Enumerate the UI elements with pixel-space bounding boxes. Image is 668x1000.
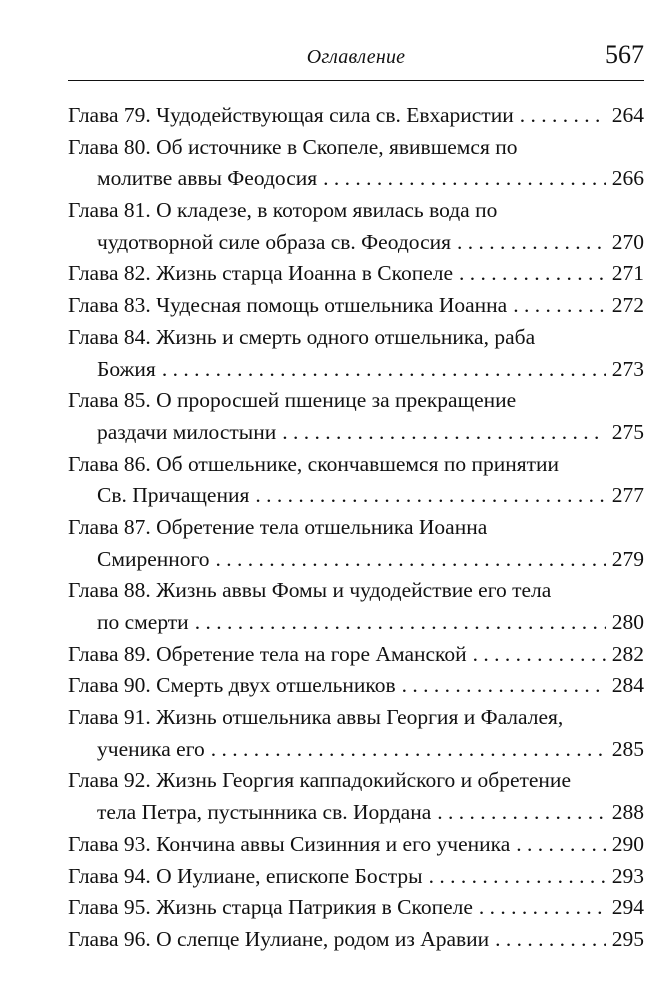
- toc-line: [68, 829, 644, 861]
- dot-leader: [429, 861, 606, 893]
- toc-page-number: 275: [611, 419, 644, 444]
- table-of-contents: [68, 100, 644, 956]
- dot-leader: [513, 290, 606, 322]
- toc-page-number: 273: [611, 356, 644, 381]
- dot-leader: [195, 607, 606, 639]
- toc-line: [68, 670, 644, 702]
- toc-entry-title: чудотворной силе образа св. Феодосия: [97, 229, 452, 254]
- toc-line: [68, 417, 644, 449]
- toc-entry: [68, 195, 644, 258]
- toc-entry-title: по смерти: [97, 610, 189, 634]
- toc-entry-title: Смиренного: [97, 546, 210, 571]
- toc-line: [68, 702, 644, 734]
- toc-page-number: 294: [611, 895, 644, 920]
- dot-leader: [516, 829, 605, 861]
- toc-line: [68, 892, 644, 924]
- dot-leader: [437, 797, 605, 829]
- toc-entry-title: Глава 93. Кончина аввы Сизинния и его ученика: [68, 831, 511, 856]
- dot-leader: [162, 354, 606, 386]
- toc-entry: [68, 861, 644, 893]
- dot-leader: [211, 734, 606, 766]
- toc-entry: [68, 892, 644, 924]
- toc-entry-title: Глава 84. Жизнь и смерть одного отшельника, раба: [68, 324, 536, 349]
- toc-entry-title: молитве аввы Феодосия: [97, 166, 318, 191]
- running-header: [68, 38, 644, 78]
- toc-entry: [68, 702, 644, 765]
- toc-page-number: 282: [611, 641, 644, 666]
- toc-line: [68, 163, 644, 195]
- dot-leader: [520, 100, 606, 132]
- toc-page-number: 290: [611, 831, 644, 856]
- toc-line: [68, 607, 644, 639]
- dot-leader: [282, 417, 606, 449]
- toc-line: [68, 797, 644, 829]
- toc-entry-title: Божия: [97, 356, 156, 381]
- toc-line: [68, 195, 644, 227]
- header-rule: [68, 80, 644, 81]
- toc-entry-title: Глава 79. Чудодействующая сила св. Евхаристии: [68, 103, 514, 127]
- toc-entry-title: Глава 82. Жизнь старца Иоанна в Скопеле: [68, 261, 454, 286]
- toc-page-number: 280: [611, 610, 644, 634]
- toc-entry: [68, 385, 644, 448]
- page-number: 567: [605, 40, 644, 69]
- toc-line: [68, 861, 644, 893]
- toc-line: [68, 765, 644, 797]
- toc-entry-title: Глава 92. Жизнь Георгия каппадокийского и обретение: [68, 768, 571, 793]
- toc-line: [68, 734, 644, 766]
- toc-entry-title: Глава 94. О Иулиане, епископе Бостры: [68, 863, 423, 888]
- toc-entry-title: ученика его: [97, 736, 205, 761]
- toc-entry-title: Глава 83. Чудесная помощь отшельника Иоанна: [68, 293, 508, 318]
- toc-page-number: 279: [611, 546, 644, 571]
- toc-entry-title: Глава 95. Жизнь старца Патрикия в Скопеле: [68, 895, 473, 920]
- toc-entry-title: Глава 96. О слепце Иулиане, родом из Аравии: [68, 926, 490, 951]
- toc-line: [68, 132, 644, 164]
- dot-leader: [402, 670, 606, 702]
- toc-line: [68, 544, 644, 576]
- toc-entry-title: Св. Причащения: [97, 483, 250, 508]
- toc-line: [68, 100, 644, 132]
- toc-entry: [68, 765, 644, 828]
- toc-entry: [68, 512, 644, 575]
- toc-page-number: 277: [611, 483, 644, 508]
- toc-page-number: 271: [611, 261, 644, 286]
- dot-leader: [457, 227, 606, 259]
- toc-page-number: 284: [611, 673, 644, 698]
- toc-line: [68, 575, 644, 607]
- toc-entry-title: раздачи милостыни: [97, 419, 277, 444]
- toc-entry-title: Глава 86. Об отшельнике, скончавшемся по принятии: [68, 451, 560, 476]
- toc-page-number: 293: [611, 863, 644, 888]
- dot-leader: [495, 924, 606, 956]
- toc-line: [68, 480, 644, 512]
- toc-entry-title: Глава 87. Обретение тела отшельника Иоанна: [68, 514, 488, 539]
- toc-entry-title: Глава 85. О проросшей пшенице за прекращение: [68, 388, 517, 413]
- toc-page-number: 270: [611, 229, 644, 254]
- toc-page-number: 272: [611, 293, 644, 318]
- toc-entry: [68, 258, 644, 290]
- toc-entry-title: тела Петра, пустынника св. Иордана: [97, 800, 432, 825]
- toc-page-number: 295: [611, 926, 644, 951]
- toc-entry-title: Глава 90. Смерть двух отшельников: [68, 673, 396, 698]
- toc-entry: [68, 132, 644, 195]
- toc-entry: [68, 290, 644, 322]
- dot-leader: [323, 163, 606, 195]
- toc-line: [68, 924, 644, 956]
- toc-page-number: 288: [611, 800, 644, 825]
- toc-entry: [68, 322, 644, 385]
- running-header-title: Оглавление: [306, 46, 406, 68]
- toc-entry: [68, 924, 644, 956]
- toc-line: [68, 354, 644, 386]
- toc-line: [68, 385, 644, 417]
- toc-line: [68, 258, 644, 290]
- toc-entry: [68, 575, 644, 638]
- toc-line: [68, 322, 644, 354]
- dot-leader: [216, 544, 606, 576]
- dot-leader: [479, 892, 606, 924]
- toc-line: [68, 512, 644, 544]
- toc-line: [68, 449, 644, 481]
- toc-entry-title: Глава 88. Жизнь аввы Фомы и чудодействие его тела: [68, 578, 552, 603]
- toc-page-number: 285: [611, 736, 644, 761]
- toc-entry-title: Глава 89. Обретение тела на горе Аманской: [68, 641, 467, 666]
- toc-page-number: 266: [611, 166, 644, 191]
- toc-entry: [68, 449, 644, 512]
- dot-leader: [473, 639, 606, 671]
- toc-line: [68, 290, 644, 322]
- toc-line: [68, 639, 644, 671]
- toc-page-number: 264: [611, 103, 644, 127]
- dot-leader: [459, 258, 606, 290]
- toc-line: [68, 227, 644, 259]
- toc-entry: [68, 100, 644, 132]
- toc-entry: [68, 670, 644, 702]
- toc-entry-title: Глава 80. Об источнике в Скопеле, явившемся по: [68, 134, 518, 159]
- toc-entry-title: Глава 81. О кладезе, в котором явилась вода по: [68, 198, 498, 223]
- toc-entry: [68, 639, 644, 671]
- dot-leader: [255, 480, 605, 512]
- toc-entry: [68, 829, 644, 861]
- toc-entry-title: Глава 91. Жизнь отшельника аввы Георгия и Фалалея,: [68, 705, 564, 730]
